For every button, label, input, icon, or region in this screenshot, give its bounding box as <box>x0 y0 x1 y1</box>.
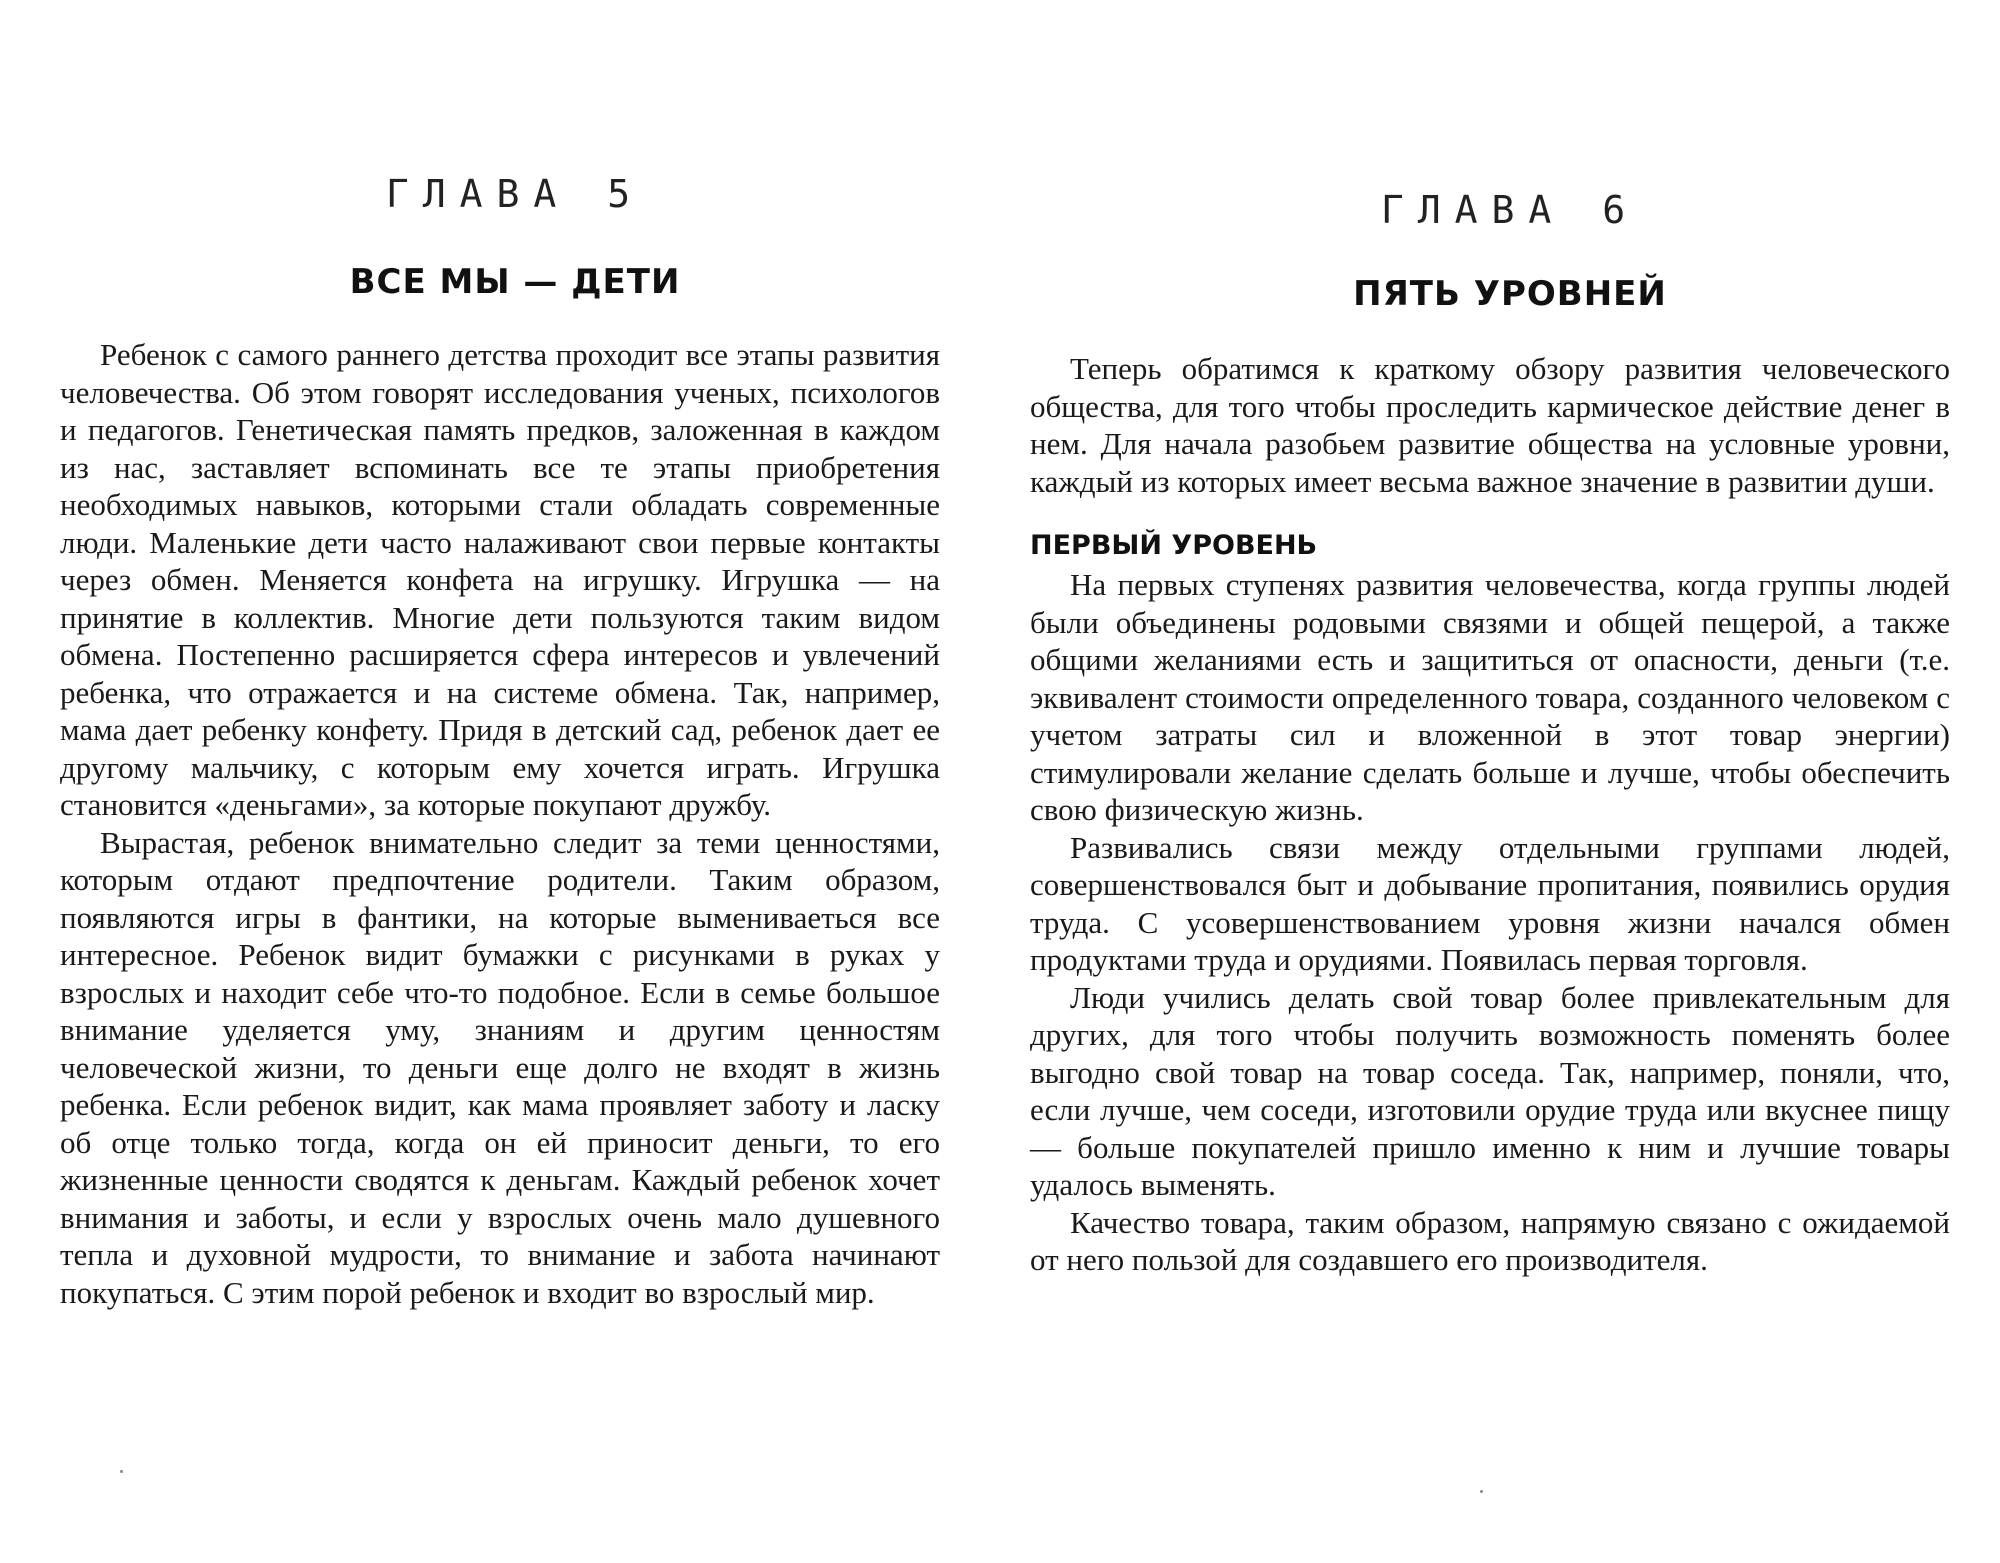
paragraph: Вырастая, ребенок внимательно следит за теми ценностями, которым отдают предпочтение родители. Таким образом, появляются игры в фантики, на которые вымениваеться все интересное. Ребенок видит бумажки с рисунками в руках у взрослых и находит себе что-то подобное. Если в семье большое внимание уделяется уму, знаниям и другим ценностям человеческой жизни, то деньги еще долго не входят в жизнь ребенка. Если ребенок видит, как мама проявляет заботу и ласку об отце только тогда, когда он ей приносит деньги, то его жизненные ценности сводятся к деньгам. Каждый ребенок хочет внимания и заботы, и если у взрослых очень мало душевного тепла и духовной мудрости, то внимание и забота начинают покупаться. С этим порой ребенок и входит во взрослый мир. <box>60 824 940 1310</box>
right-page <box>1030 0 1950 1563</box>
paragraph: Люди учились делать свой товар более привлекательным для других, для того чтобы получить возможность поменять более выгодно свой товар на товар соседа. Так, например, поняли, что, если лучше, чем соседи, изготовили орудие труда или вкуснее пищу — больше покупателей пришло именно к ним и лучшие товары удалось выменять. <box>1030 979 1950 1202</box>
print-speck <box>1480 1490 1483 1493</box>
intro-paragraph: Теперь обратимся к краткому обзору развития человеческого общества, для того чтобы проследить кармическое действие денег в нем. Для начала разобьем развитие общества на условные уровни, каждый из которых имеет весьма важное значение в развитии души. <box>1030 351 1950 499</box>
paragraph: Качество товара, таким образом, напрямую связано с ожидаемой от него пользой для создавшего его производителя. <box>1030 1204 1950 1277</box>
paragraph: Ребенок с самого раннего детства проходит все этапы развития человечества. Об этом говорят исследования ученых, психологов и педагогов. Генетическая память предков, заложенная в каждом из нас, заставляет вспоминать все те этапы приобретения необходимых навыков, которыми стали обладать современные люди. Маленькие дети часто налаживают свои первые контакты через обмен. Меняется конфета на игрушку. Игрушка — на принятие в коллектив. Многие дети пользуются таким видом обмена. Постепенно расширяется сфера интересов и увлечений ребенка, что отражается и на системе обмена. Так, например, мама дает ребенку конфету. Придя в детский сад, ребенок дает ее другому мальчику, с которым ему хочется играть. Игрушка становится «деньгами», за которые покупают дружбу. <box>60 337 940 822</box>
chapter-label: ГЛАВА 5 <box>385 172 645 216</box>
chapter-body <box>1030 350 1950 1279</box>
paragraph: Развивались связи между отдельными группами людей, совершенствовался быт и добывание пропитания, появились орудия труда. С усовершенствованием уровня жизни начался обмен продуктами труда и орудиями. Появилась первая торговля. <box>1030 829 1950 977</box>
print-speck <box>120 1470 123 1473</box>
chapter-label: ГЛАВА 6 <box>1380 188 1640 232</box>
section-heading: ПЕРВЫЙ УРОВЕНЬ <box>1030 530 1318 561</box>
left-page <box>60 0 940 1563</box>
chapter-title: ПЯТЬ УРОВНЕЙ <box>1353 274 1667 314</box>
chapter-body <box>60 336 940 1311</box>
paragraph: На первых ступенях развития человечества, когда группы людей были объединены родовыми связями и общей пещерой, а также общими желаниями есть и защититься от опасности, деньги (т.е. эквивалент стоимости определенного товара, созданного человеком с учетом затраты сил и вложенной в этот товар энергии) стимулировали желание сделать больше и лучше, чтобы обеспечить свою физическую жизнь. <box>1030 567 1950 827</box>
chapter-title: ВСЕ МЫ — ДЕТИ <box>349 262 681 302</box>
